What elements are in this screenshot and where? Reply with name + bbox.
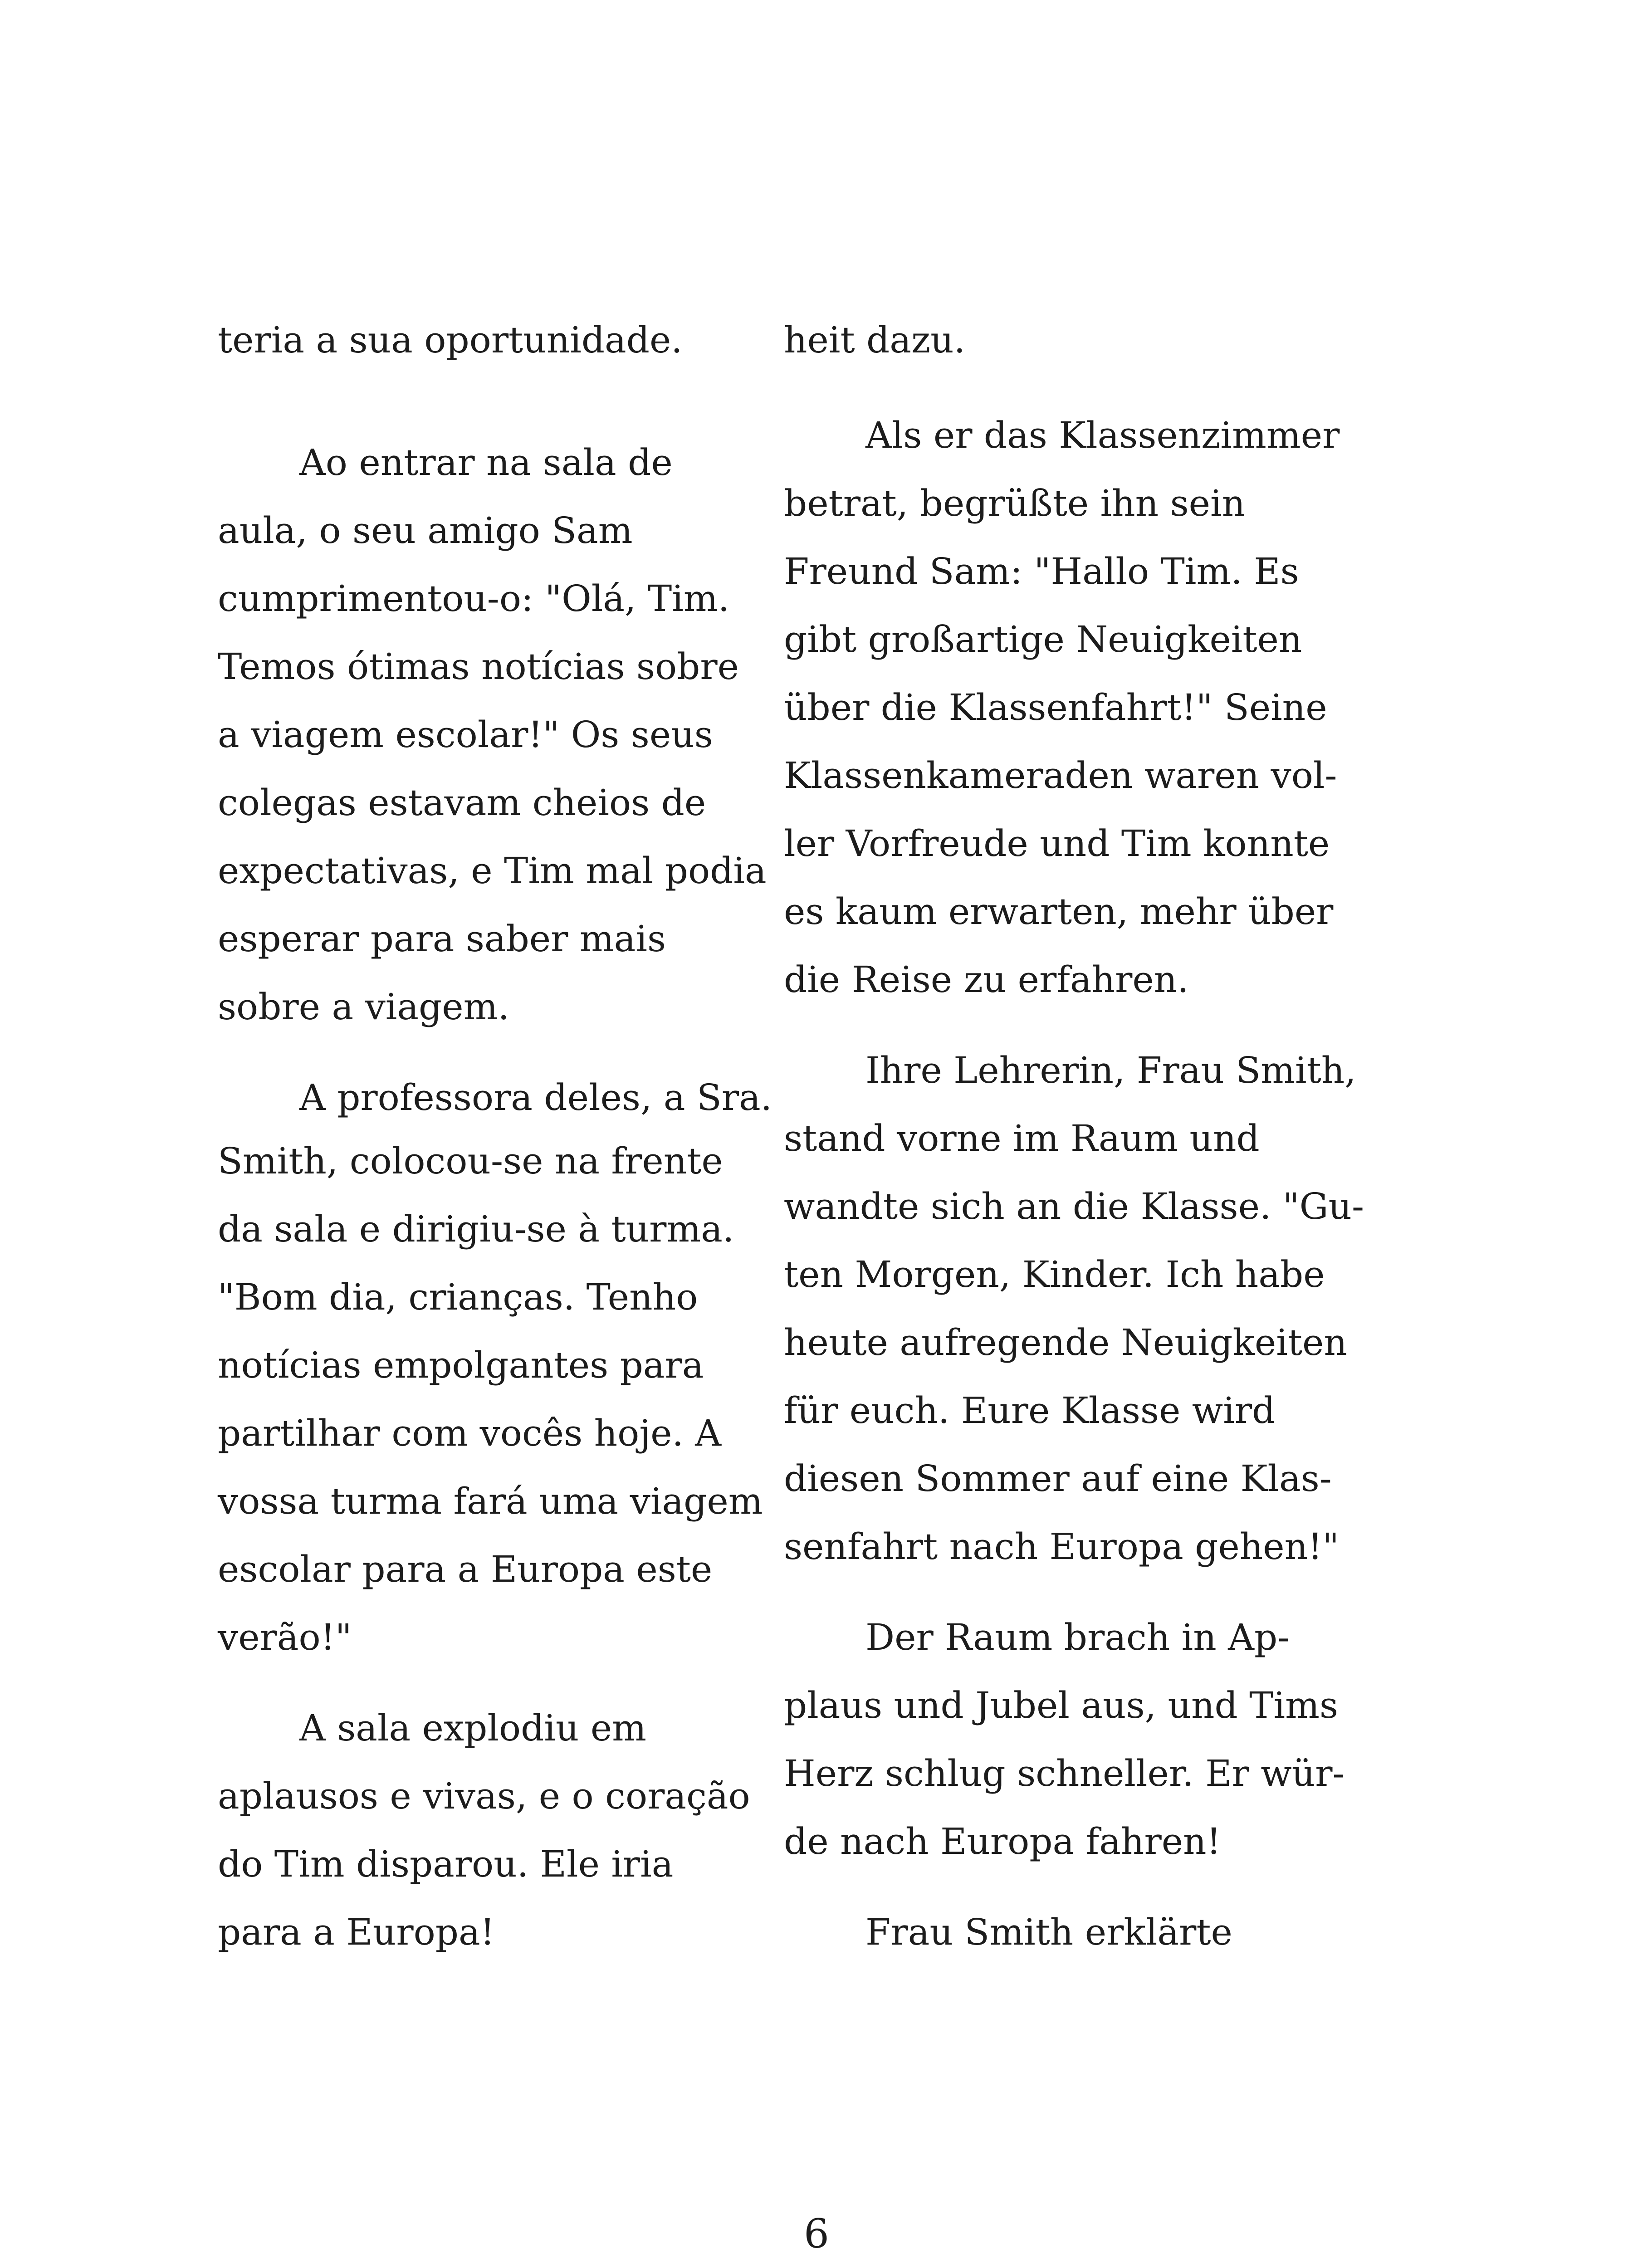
text-line: ler Vorfreude und Tim konnte	[784, 822, 1330, 865]
text-line: "Bom dia, crianças. Tenho	[218, 1276, 698, 1318]
text-line: plaus und Jubel aus, und Tims	[784, 1684, 1339, 1726]
text-line: a viagem escolar!" Os seus	[218, 714, 713, 756]
paragraph-start-line: Ao entrar na sala de	[299, 441, 673, 484]
text-line: para a Europa!	[218, 1911, 495, 1953]
text-line: diesen Sommer auf eine Klas-	[784, 1457, 1332, 1500]
text-line: Freund Sam: "Hallo Tim. Es	[784, 550, 1299, 592]
text-line: es kaum erwarten, mehr über	[784, 890, 1334, 933]
text-line: für euch. Eure Klasse wird	[784, 1389, 1276, 1432]
text-line: sobre a viagem.	[218, 986, 509, 1028]
text-line: senfahrt nach Europa gehen!"	[784, 1525, 1340, 1568]
text-line: über die Klassenfahrt!" Seine	[784, 686, 1327, 728]
text-line: Herz schlug schneller. Er wür-	[784, 1752, 1345, 1794]
text-line: expectativas, e Tim mal podia	[218, 850, 767, 892]
text-line: teria a sua oportunidade.	[218, 319, 683, 361]
text-line: aula, o seu amigo Sam	[218, 509, 633, 552]
text-line: cumprimentou-o: "Olá, Tim.	[218, 577, 730, 620]
text-line: vossa turma fará uma viagem	[218, 1480, 763, 1522]
paragraph-start-line: A professora deles, a Sra.	[299, 1076, 772, 1119]
text-line: esperar para saber mais	[218, 918, 666, 960]
text-line: gibt großartige Neuigkeiten	[784, 618, 1302, 660]
text-line: Temos ótimas notícias sobre	[218, 645, 739, 688]
paragraph-start-line: Frau Smith erklärte	[865, 1911, 1232, 1953]
text-line: colegas estavam cheios de	[218, 782, 706, 824]
page-number: 6	[804, 2210, 829, 2257]
text-line: da sala e dirigiu-se à turma.	[218, 1208, 734, 1250]
text-line: die Reise zu erfahren.	[784, 958, 1189, 1001]
text-line: verão!"	[218, 1616, 352, 1658]
text-line: partilhar com vocês hoje. A	[218, 1412, 722, 1454]
text-line: ten Morgen, Kinder. Ich habe	[784, 1253, 1325, 1295]
text-line: do Tim disparou. Ele iria	[218, 1843, 674, 1885]
text-line: aplausos e vivas, e o coração	[218, 1775, 750, 1817]
text-line: escolar para a Europa este	[218, 1548, 713, 1590]
text-line: betrat, begrüßte ihn sein	[784, 482, 1246, 524]
paragraph-start-line: A sala explodiu em	[299, 1707, 647, 1749]
paragraph-start-line: Als er das Klassenzimmer	[865, 414, 1340, 456]
text-line: heute aufregende Neuigkeiten	[784, 1321, 1347, 1364]
paragraph-start-line: Ihre Lehrerin, Frau Smith,	[865, 1049, 1356, 1091]
text-line: Klassenkameraden waren vol-	[784, 754, 1337, 797]
text-line: de nach Europa fahren!	[784, 1820, 1221, 1862]
paragraph-start-line: Der Raum brach in Ap-	[865, 1616, 1290, 1658]
text-line: heit dazu.	[784, 319, 966, 361]
text-line: stand vorne im Raum und	[784, 1117, 1260, 1159]
text-line: Smith, colocou-se na frente	[218, 1140, 723, 1182]
text-line: notícias empolgantes para	[218, 1344, 704, 1386]
text-line: wandte sich an die Klasse. "Gu-	[784, 1185, 1364, 1227]
